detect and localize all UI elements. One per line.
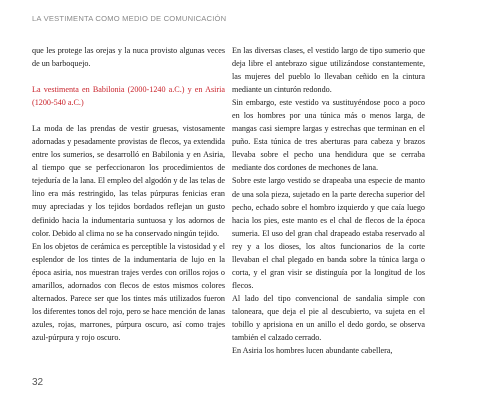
body-paragraph: La moda de las prendas de vestir gruesas, vistosamente adornadas y pesadamente provistas de flecos, ya extendida entre los sumerios, se desarrolló en Babilonia y en Asiria, al tiempo que se perfeccionaron los procedimientos de tejeduría de la lana. El empleo del algodón y de las telas de lino era más restringido, las telas púrpuras fenicias eran muy apreciadas y los tejidos bordados reflejan un gusto definido hacia la indumentaria suntuosa y los adornos de color. Debido al clima no se ha conservado ningún tejido. bbox=[32, 124, 225, 238]
running-header: LA VESTIMENTA COMO MEDIO DE COMUNICACIÓN bbox=[32, 14, 227, 23]
intro-text: que les protege las orejas y la nuca provisto algunas veces de un barboquejo. bbox=[32, 46, 225, 69]
body-paragraph: En Asiria los hombres lucen abundante cabellera, bbox=[232, 346, 393, 356]
right-column bbox=[232, 44, 425, 357]
body-paragraph: En las diversas clases, el vestido largo de tipo sumerio que deja libre el antebrazo sigue utilizándose constantemente, las mujeres del pueblo lo llevaban ceñido en la cintura mediante un cinturón redondo. bbox=[232, 46, 425, 95]
body-paragraph: Sin embargo, este vestido va sustituyéndose poco a poco en los hombres por una túnica más o menos larga, de mangas casi siempre largas y estrechas que terminan en el puño. Esta túnica de tres aberturas para cabeza y brazos llevaba sobre el pecho una hendidura que se cerraba mediante dos cordones de mechones de lana. bbox=[232, 98, 425, 173]
body-paragraph: En los objetos de cerámica es perceptible la vistosidad y el esplendor de los tintes de la indumentaria de lujo en la época asiria, nos muestran trajes verdes con orillos rojos o amarillos, adornados con flecos de estos mismos colores alternados. Parece ser que los tintes más utilizados fueron los diferentes tonos del rojo, pero se hace mención de lanas azules, rojas, marrones, púrpura oscuro, así como trajes azul-púrpura y rojo oscuro. bbox=[32, 241, 225, 342]
section-heading: La vestimenta en Babilonia (2000-1240 a.C.) y en Asiria (1200-540 a.C.) bbox=[32, 85, 225, 108]
page-number: 32 bbox=[32, 377, 44, 388]
left-column bbox=[32, 44, 225, 344]
body-paragraph: Sobre este largo vestido se drapeaba una especie de manto de una sola pieza, sujetado en la parte derecha superior del pecho, echado sobre el hombro izquierdo y que caía luego hacia los pies, este manto es el chal de flecos de la época sumeria. El uso del gran chal drapeado estaba reservado al rey y a los dioses, los altos funcionarios de la corte llevaban el chal plegado en banda sobre la túnica larga o corta, y el gran visir se distinguía por la longitud de los flecos. bbox=[232, 176, 425, 290]
body-paragraph: Al lado del tipo convencional de sandalia simple con taloneara, que deja el pie al descubierto, va sujeta en el tobillo y aprisiona en un anillo el dedo gordo, se observa también el calzado cerrado. bbox=[232, 293, 425, 343]
